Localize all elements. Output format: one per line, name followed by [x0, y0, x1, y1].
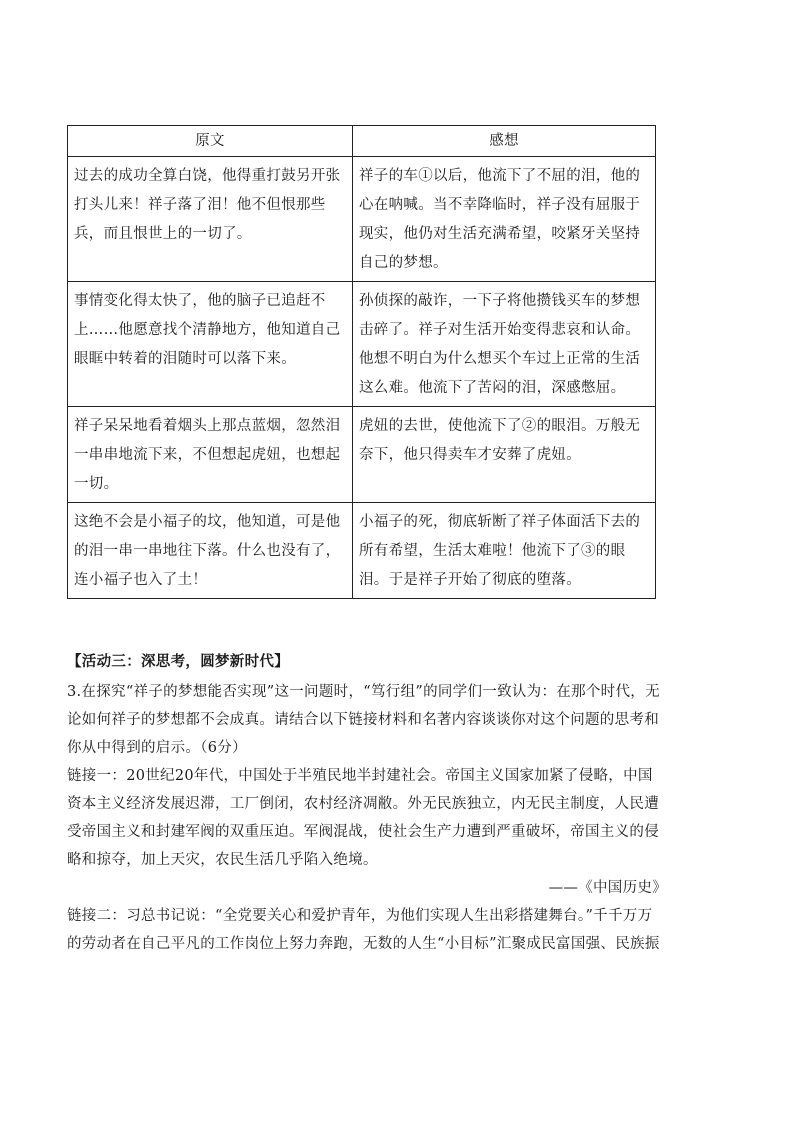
activity-title: 【活动三：深思考，圆梦新时代】 [67, 653, 289, 670]
table-row [68, 282, 656, 407]
original-text: 过去的成功全算白饶，他得重打鼓另开张打头儿来！祥子落了泪！他不但恨那些兵，而且恨世上的一切了。 [68, 157, 353, 282]
header-reflection: 感想 [353, 126, 656, 157]
header-original: 原文 [68, 126, 353, 157]
table-row [68, 157, 656, 282]
original-text: 这绝不会是小福子的坟，他知道，可是他的泪一串一串地往下落。什么也没有了，连小福子也入了土！ [68, 503, 353, 599]
original-text: 祥子呆呆地看着烟头上那点蓝烟，忽然泪一串串地流下来，不但想起虎妞，也想起一切。 [68, 407, 353, 503]
reading-table [67, 125, 656, 599]
table-header-row [68, 126, 656, 157]
reflection-text: 祥子的车①以后，他流下了不屈的泪，他的心在呐喊。当不幸降临时，祥子没有屈服于现实，他仍对生活充满希望，咬紧牙关坚持自己的梦想。 [353, 157, 656, 282]
reflection-text: 孙侦探的敲诈，一下子将他攒钱买车的梦想击碎了。祥子对生活开始变得悲哀和认命。他想不明白为什么想买个车过上正常的生活这么难。他流下了苦闷的泪，深感憋屈。 [353, 282, 656, 407]
activity-section [67, 648, 667, 958]
original-text: 事情变化得太快了，他的脑子已追赶不上……他愿意找个清静地方，他知道自己眼眶中转着的泪随时可以落下来。 [68, 282, 353, 407]
link2-text: 链接二：习总书记说：“全党要关心和爱护青年，为他们实现人生出彩搭建舞台。”千千万万的劳动者在自己平凡的工作岗位上努力奔跑，无数的人生“小目标”汇聚成民富国强、民族振 [67, 908, 660, 952]
table-row [68, 503, 656, 599]
question-text: 3.在探究“祥子的梦想能否实现”这一问题时，“笃行组”的同学们一致认为：在那个时代，无论如何祥子的梦想都不会成真。请结合以下链接材料和名著内容谈谈你对这个问题的思考和你从中得到的启示。（6分） [67, 684, 660, 756]
reflection-text: 虎妞的去世，使他流下了②的眼泪。万般无奈下，他只得卖车才安葬了虎妞。 [353, 407, 656, 503]
table-row [68, 407, 656, 503]
reflection-text: 小福子的死，彻底斩断了祥子体面活下去的所有希望，生活太难啦！他流下了③的眼泪。于是祥子开始了彻底的堕落。 [353, 503, 656, 599]
link1-source: ——《中国历史》 [548, 880, 667, 896]
link1-text: 链接一：20世纪20年代，中国处于半殖民地半封建社会。帝国主义国家加紧了侵略，中国资本主义经济发展迟滞，工厂倒闭，农村经济凋敝。外无民族独立，内无民主制度，人民遭受帝国主义和封建军阀的双重压迫。军阀混战，使社会生产力遭到严重破坏，帝国主义的侵略和掠夺，加上天灾，农民生活几乎陷入绝境。 [67, 768, 659, 868]
